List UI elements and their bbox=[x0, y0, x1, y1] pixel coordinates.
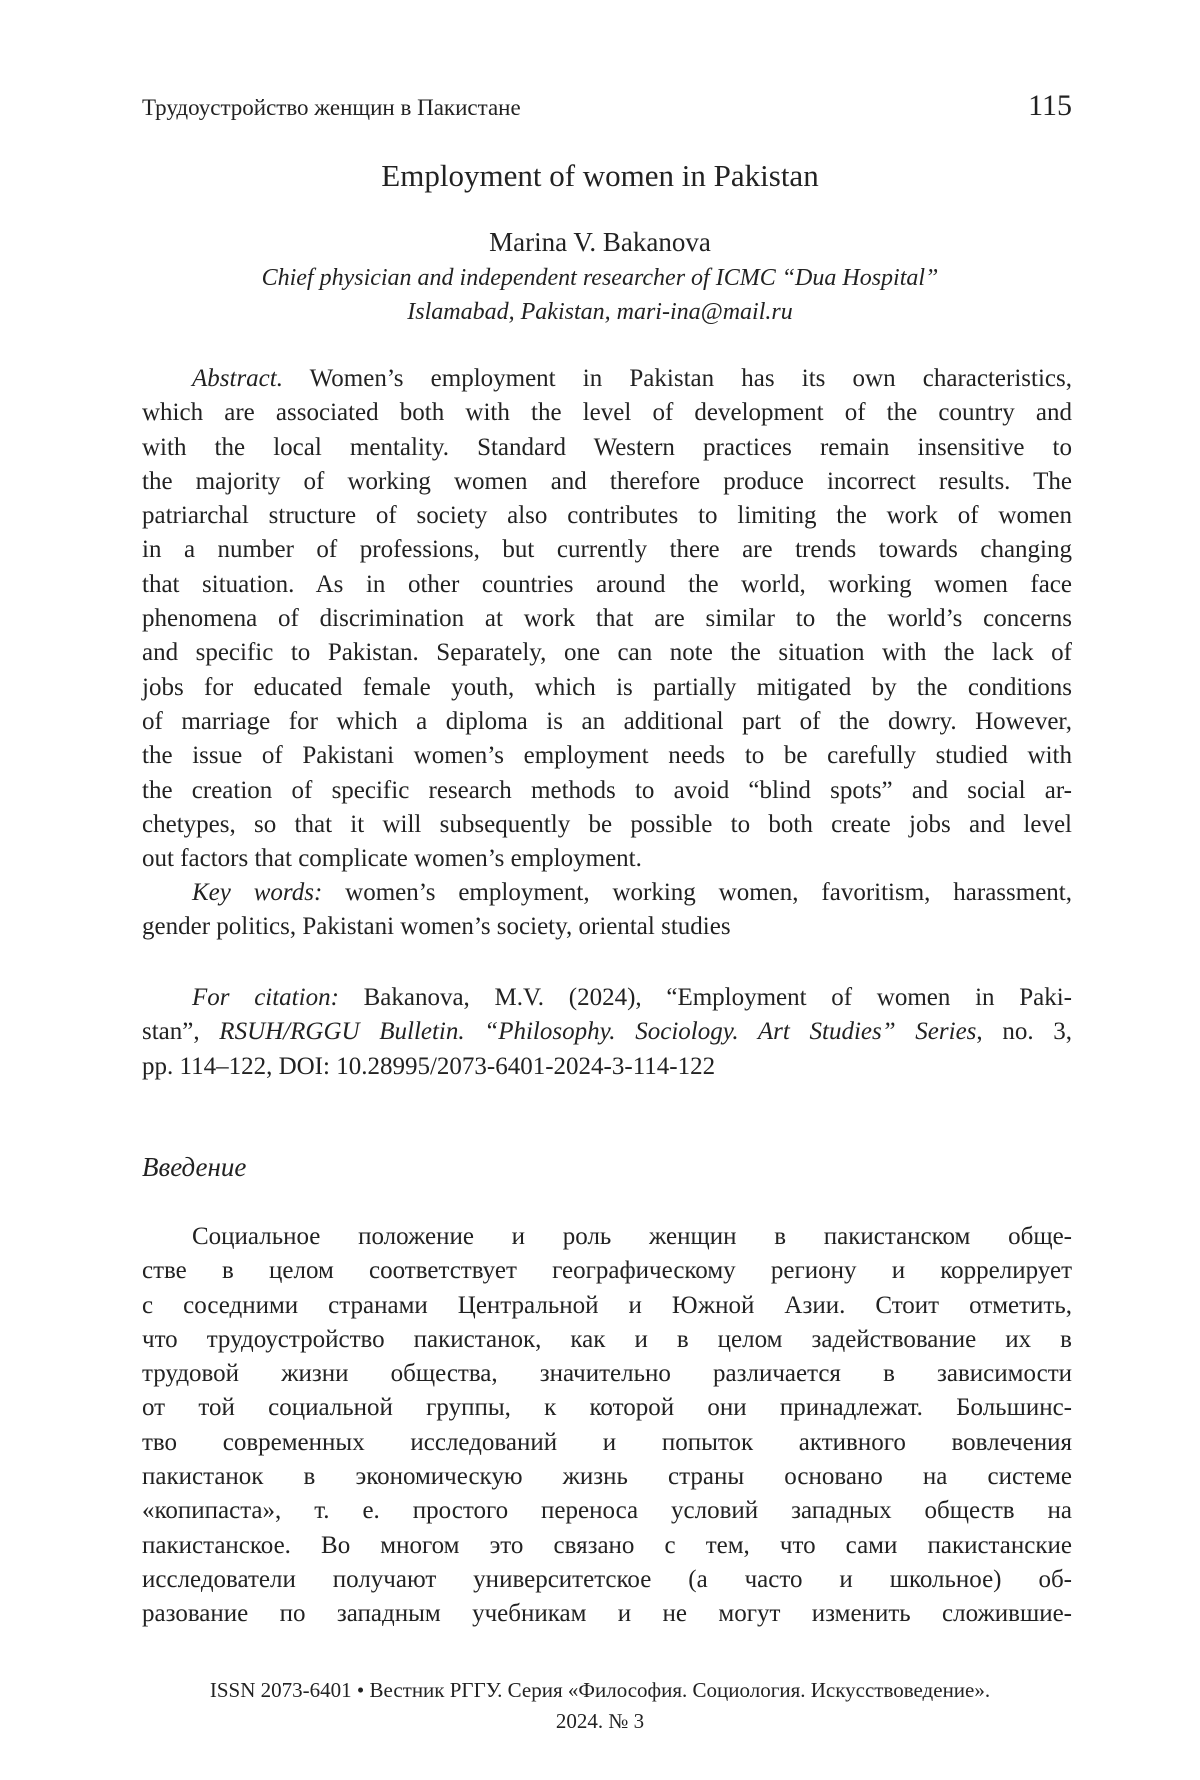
abstract-line: that situation. As in other countries around the world, working women face bbox=[142, 568, 1072, 602]
body-text bbox=[142, 1220, 1072, 1632]
author-name: Marina V. Bakanova bbox=[0, 225, 1200, 259]
citation bbox=[142, 981, 1072, 1084]
abstract-line: with the local mentality. Standard Western practices remain insensitive to bbox=[142, 431, 1072, 465]
abstract-line: and specific to Pakistan. Separately, one can note the situation with the lack of bbox=[142, 636, 1072, 670]
abstract-line: chetypes, so that it will subsequently be possible to both create jobs and level bbox=[142, 808, 1072, 842]
abstract-line: patriarchal structure of society also contributes to limiting the work of women bbox=[142, 499, 1072, 533]
section-heading: Введение bbox=[142, 1150, 246, 1184]
running-header: Трудоустройство женщин в Пакистане bbox=[142, 94, 521, 122]
body-line: тво современных исследований и попыток активного вовлечения bbox=[142, 1426, 1072, 1460]
body-line: пакистанское. Во многом это связано с тем, что сами пакистанские bbox=[142, 1529, 1072, 1563]
abstract-line: the majority of working women and therefore produce incorrect results. The bbox=[142, 465, 1072, 499]
body-line: «копипаста», т. е. простого переноса условий западных обществ на bbox=[142, 1494, 1072, 1528]
abstract-line: of marriage for which a diploma is an additional part of the dowry. However, bbox=[142, 705, 1072, 739]
abstract-line: phenomena of discrimination at work that are similar to the world’s concerns bbox=[142, 602, 1072, 636]
citation-label: For citation: bbox=[192, 984, 339, 1011]
author-location-email: Islamabad, Pakistan, mari-ina@mail.ru bbox=[0, 295, 1200, 329]
citation-text: stan”, bbox=[142, 1018, 219, 1045]
keywords-label: Key words: bbox=[192, 879, 322, 906]
page-number: 115 bbox=[1028, 88, 1072, 124]
abstract-line bbox=[142, 362, 1072, 396]
citation-text: , no. 3, bbox=[976, 1018, 1072, 1045]
abstract-text: Women’s employment in Pakistan has its own characteristics, bbox=[283, 365, 1072, 392]
abstract-line: the creation of specific research methods to avoid “blind spots” and social ar- bbox=[142, 774, 1072, 808]
body-line: с соседними странами Центральной и Южной Азии. Стоит отметить, bbox=[142, 1289, 1072, 1323]
citation-line bbox=[142, 1015, 1072, 1049]
footer-journal: ISSN 2073-6401 • Вестник РГГУ. Серия «Философия. Социология. Искусствоведение». bbox=[0, 1675, 1200, 1705]
body-line: стве в целом соответствует географическому региону и коррелирует bbox=[142, 1254, 1072, 1288]
keywords-text: women’s employment, working women, favoritism, harassment, bbox=[322, 879, 1072, 906]
citation-line bbox=[142, 981, 1072, 1015]
body-line: трудовой жизни общества, значительно различается в зависимости bbox=[142, 1357, 1072, 1391]
body-line: Социальное положение и роль женщин в пакистанском обще- bbox=[142, 1220, 1072, 1254]
keywords-line: gender politics, Pakistani women’s society, oriental studies bbox=[142, 910, 1072, 944]
abstract-line: the issue of Pakistani women’s employment needs to be carefully studied with bbox=[142, 739, 1072, 773]
journal-name: RSUH/RGGU Bulletin. “Philosophy. Sociology. Art Studies” Series bbox=[219, 1018, 976, 1045]
citation-doi-line: pp. 114–122, DOI: 10.28995/2073-6401-2024-3-114-122 bbox=[142, 1050, 1072, 1084]
abstract-line: out factors that complicate women’s employment. bbox=[142, 842, 1072, 876]
body-line: разование по западным учебникам и не могут изменить сложившие- bbox=[142, 1597, 1072, 1631]
abstract-line: which are associated both with the level of development of the country and bbox=[142, 396, 1072, 430]
abstract-line: in a number of professions, but currently there are trends towards changing bbox=[142, 533, 1072, 567]
keywords-line bbox=[142, 876, 1072, 910]
keywords bbox=[142, 876, 1072, 945]
body-line: что трудоустройство пакистанок, как и в целом задействование их в bbox=[142, 1323, 1072, 1357]
footer-issue: 2024. № 3 bbox=[0, 1706, 1200, 1736]
body-line: исследователи получают университетское (а часто и школьное) об- bbox=[142, 1563, 1072, 1597]
abstract-label: Abstract. bbox=[192, 365, 283, 392]
abstract bbox=[142, 362, 1072, 876]
author-affiliation: Chief physician and independent researcher of ICMC “Dua Hospital” bbox=[0, 261, 1200, 295]
abstract-line: jobs for educated female youth, which is partially mitigated by the conditions bbox=[142, 671, 1072, 705]
article-title: Employment of women in Pakistan bbox=[0, 156, 1200, 196]
body-line: пакистанок в экономическую жизнь страны основано на системе bbox=[142, 1460, 1072, 1494]
body-line: от той социальной группы, к которой они принадлежат. Большинс- bbox=[142, 1391, 1072, 1425]
citation-text: Bakanova, M.V. (2024), “Employment of women in Paki- bbox=[339, 984, 1072, 1011]
